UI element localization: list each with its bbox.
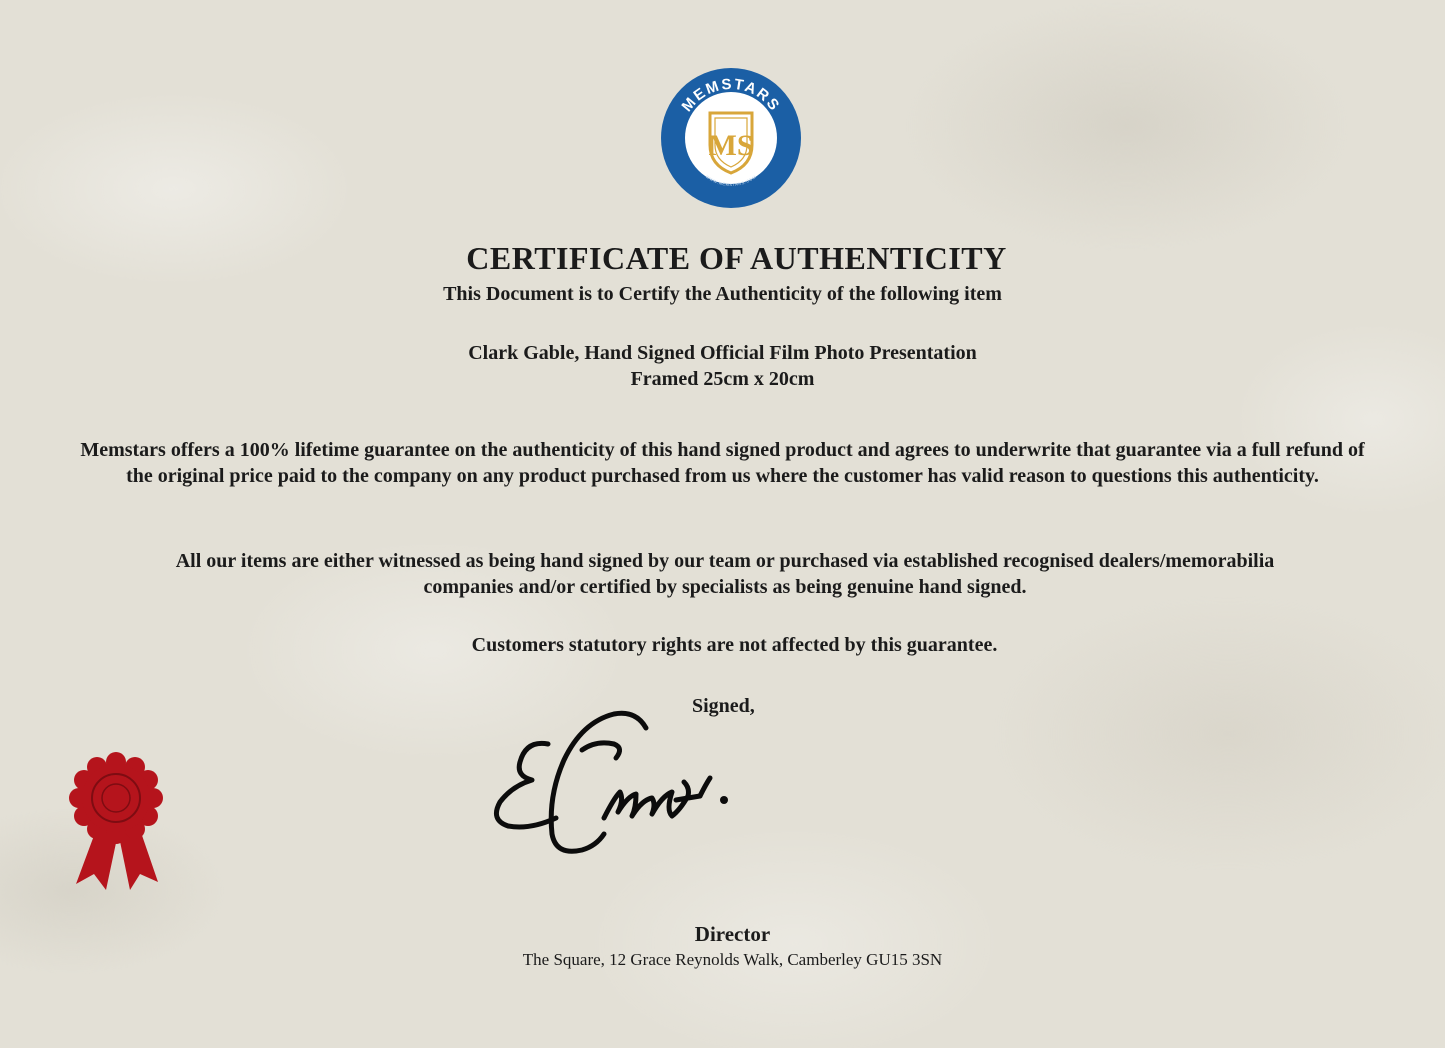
director-title: Director: [694, 922, 771, 946]
memstars-badge-icon: [660, 67, 802, 209]
certificate-title: CERTIFICATE OF AUTHENTICITY: [466, 240, 1007, 276]
logo-monogram: MS: [708, 129, 754, 162]
signed-label: Signed,: [692, 695, 755, 717]
memstars-logo: [660, 67, 802, 209]
signature-icon: [486, 700, 746, 865]
rosette-icon: [64, 752, 168, 892]
logo-website-text: WWW.MEMSTARS.COM: [704, 173, 758, 187]
item-name: Clark Gable, Hand Signed Official Film Photo Presentation: [468, 342, 977, 364]
statutory-note: Customers statutory rights are not affected by this guarantee.: [471, 634, 998, 656]
item-size: Framed 25cm x 20cm: [630, 368, 815, 390]
red-rosette-seal: [64, 752, 168, 892]
logo-brand-text: MEMSTARS: [678, 75, 784, 116]
certificate-subtitle: This Document is to Certify the Authenticity of the following item: [443, 283, 1002, 305]
sourcing-paragraph: All our items are either witnessed as being hand signed by our team or purchased via established recognised dealers/memorabilia companies and/or certified by specialists as being genuine hand signed.: [175, 550, 1275, 598]
company-address: The Square, 12 Grace Reynolds Walk, Camberley GU15 3SN: [522, 950, 943, 969]
handwritten-signature: [486, 700, 746, 865]
guarantee-paragraph: Memstars offers a 100% lifetime guarantee on the authenticity of this hand signed product and agrees to underwrite that guarantee via a full refund of the original price paid to the company on any product purchased from us where the customer has valid reason to questions this authenticity.: [80, 439, 1365, 487]
